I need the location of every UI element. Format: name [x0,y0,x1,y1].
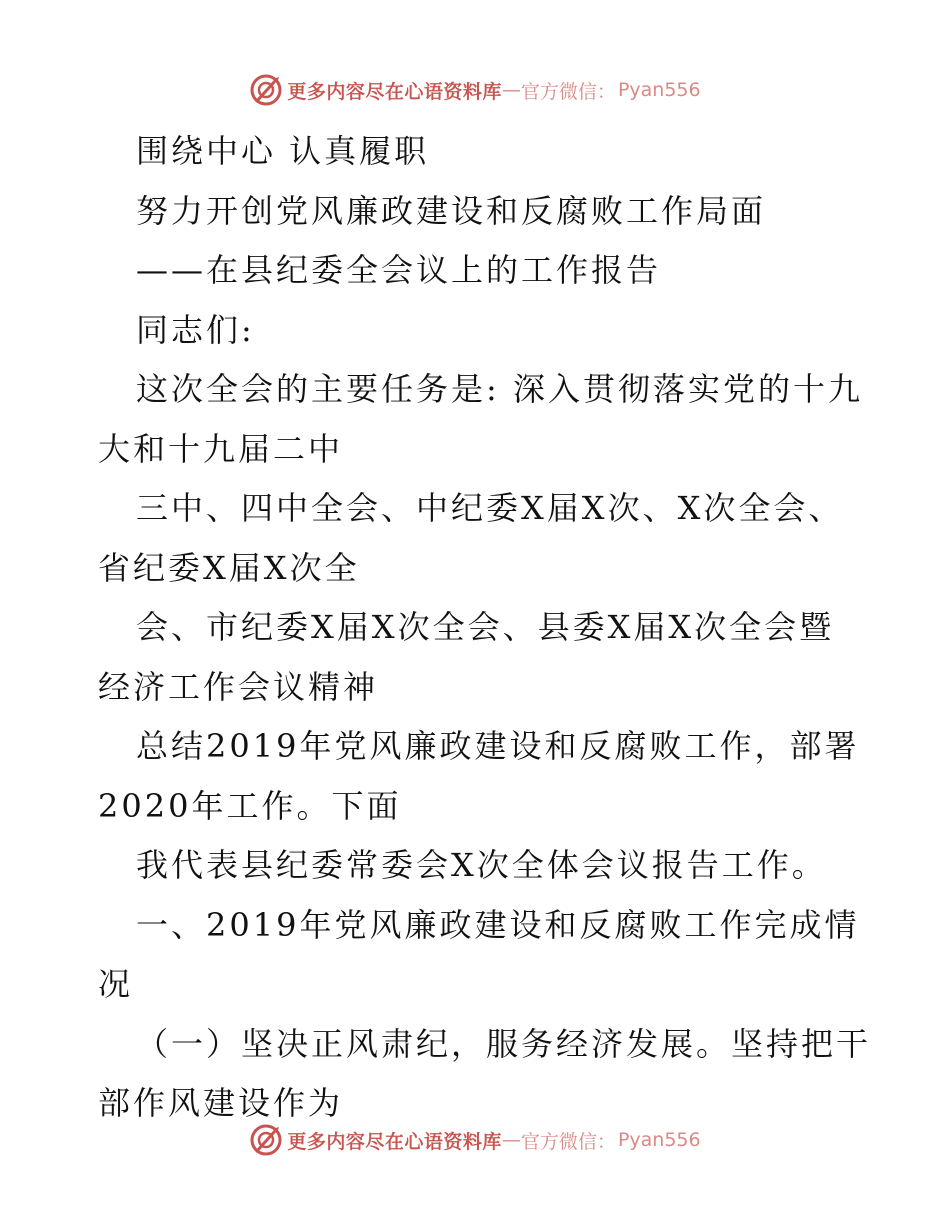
watermark-main-text: 更多内容尽在心语资料库 [287,1130,502,1153]
doc-section-heading: 一、2019年党风廉政建设和反腐败工作完成情 [136,905,860,944]
doc-title-line-1: 围绕中心 认真履职 [136,132,430,170]
doc-paragraph-line: 会、市纪委X届X次全会、县委X届X次全会暨 [136,608,835,646]
watermark-separator: — [501,1129,521,1151]
doc-salutation: 同志们: [136,310,255,349]
doc-section-heading-cont: 况 [98,965,134,1003]
watermark-handle: Pyan556 [617,1129,701,1151]
watermark-separator: — [501,79,521,101]
watermark-official-label: 官方微信： [520,80,616,103]
footer-watermark-banner [0,1120,950,1160]
doc-paragraph-line: 总结2019年党风廉政建设和反腐败工作，部署 [136,727,860,765]
doc-paragraph-line: 大和十九届二中 [98,429,344,468]
watermark-handle: Pyan556 [617,79,701,101]
logo-icon [249,73,283,107]
doc-paragraph-line: 三中、四中全会、中纪委X届X次、X次全会、 [136,489,844,527]
header-watermark-banner [0,70,950,110]
doc-paragraph-line: 这次全会的主要任务是: 深入贯彻落实党的十九 [136,370,863,408]
watermark-official-label: 官方微信： [520,1130,616,1153]
doc-subsection-heading: （一）坚决正风肃纪，服务经济发展。坚持把干 [136,1024,872,1063]
doc-paragraph-line: 部作风建设作为 [98,1084,344,1122]
doc-subtitle: ——在县纪委全会议上的工作报告 [136,251,662,289]
doc-paragraph-line: 2020年工作。下面 [98,786,402,825]
doc-paragraph-line: 省纪委X届X次全 [98,548,360,587]
doc-paragraph-line: 我代表县纪委常委会X次全体会议报告工作。 [136,846,827,884]
logo-icon [249,1123,283,1157]
doc-paragraph-line: 经济工作会议精神 [98,667,379,706]
watermark-main-text: 更多内容尽在心语资料库 [287,80,502,103]
document-body [98,122,872,1134]
doc-title-line-2: 努力开创党风廉政建设和反腐败工作局面 [136,191,767,230]
